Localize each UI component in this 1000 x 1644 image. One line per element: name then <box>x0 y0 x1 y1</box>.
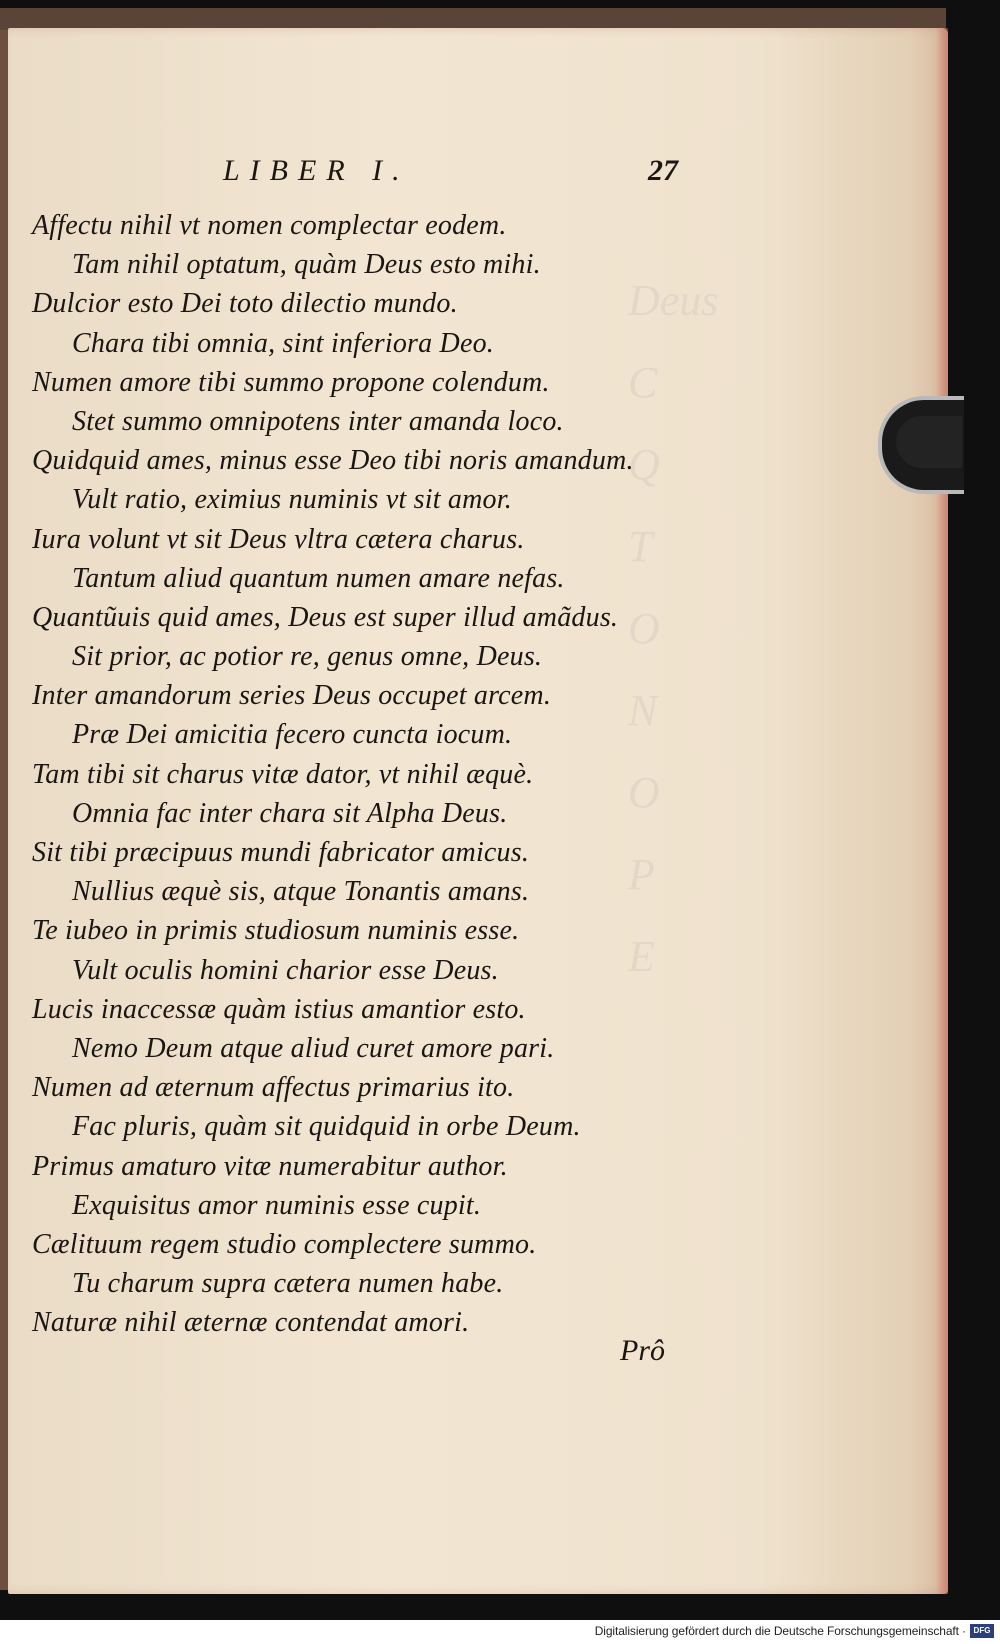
verse-line: Primus amaturo vitæ numerabitur author. <box>32 1150 508 1182</box>
verse-line: Vult ratio, eximius numinis vt sit amor. <box>72 484 512 516</box>
verse-line: Quantũuis quid ames, Deus est super illud amãdus. <box>32 601 619 633</box>
paper-clip-inner <box>896 416 962 468</box>
verse-line: Nemo Deum atque aliud curet amore pari. <box>72 1032 555 1064</box>
verse-line: Tu charum supra cætera numen habe. <box>72 1268 504 1300</box>
verse-line: Omnia fac inter chara sit Alpha Deus. <box>72 797 508 829</box>
verse-block <box>32 206 732 1342</box>
verse-line: Vult oculis homini charior esse Deus. <box>72 954 499 986</box>
verse-line: Tam tibi sit charus vitæ dator, vt nihil æquè. <box>32 758 534 790</box>
verse-line: Lucis inaccessæ quàm istius amantior esto. <box>32 993 526 1025</box>
verse-line: Tam nihil optatum, quàm Deus esto mihi. <box>72 249 541 281</box>
verse-line: Fac pluris, quàm sit quidquid in orbe Deum. <box>72 1111 581 1143</box>
verse-line: Tantum aliud quantum numen amare nefas. <box>72 562 565 594</box>
dfg-logo: DFG <box>970 1624 994 1638</box>
verse-line: Exquisitus amor numinis esse cupit. <box>72 1189 482 1221</box>
verse-line: Numen amore tibi summo propone colendum. <box>32 366 550 398</box>
page-number: 27 <box>648 154 678 187</box>
verse-line: Te iubeo in primis studiosum numinis esse. <box>32 915 520 947</box>
show-through-text: Deus C Q T O N O P E <box>628 276 719 981</box>
verse-line: Naturæ nihil æternæ contendat amori. <box>32 1307 470 1339</box>
verse-line: Stet summo omnipotens inter amanda loco. <box>72 405 564 437</box>
red-page-edge <box>936 28 948 1594</box>
running-head <box>8 154 948 194</box>
verse-line: Iura volunt vt sit Deus vltra cætera charus. <box>32 523 525 555</box>
verse-line: Numen ad æternum affectus primarius ito. <box>32 1072 515 1104</box>
digitization-footer <box>0 1620 1000 1644</box>
running-title: LIBER I. <box>223 154 410 187</box>
verse-line: Præ Dei amicitia fecero cuncta iocum. <box>72 719 513 751</box>
verse-line: Sit tibi præcipuus mundi fabricator amicus. <box>32 837 530 868</box>
verse-line: Affectu nihil vt nomen complectar eodem. <box>32 210 507 241</box>
verse-line: Chara tibi omnia, sint inferiora Deo. <box>72 327 494 359</box>
verse-line: Inter amandorum series Deus occupet arcem. <box>32 680 552 712</box>
verse-line: Nullius æquè sis, atque Tonantis amans. <box>72 876 530 908</box>
dfg-credit-text: Digitalisierung gefördert durch die Deutsche Forschungsgemeinschaft · <box>594 1624 966 1638</box>
verse-line: Cælituum regem studio complectere summo. <box>32 1228 537 1260</box>
catchword: Prô <box>620 1334 665 1367</box>
book-page <box>8 28 948 1594</box>
verse-line: Dulcior esto Dei toto dilectio mundo. <box>32 288 458 320</box>
verse-line: Quidquid ames, minus esse Deo tibi noris amandum. <box>32 445 634 477</box>
paper-clip <box>878 396 964 494</box>
verse-line: Sit prior, ac potior re, genus omne, Deus. <box>72 641 543 673</box>
